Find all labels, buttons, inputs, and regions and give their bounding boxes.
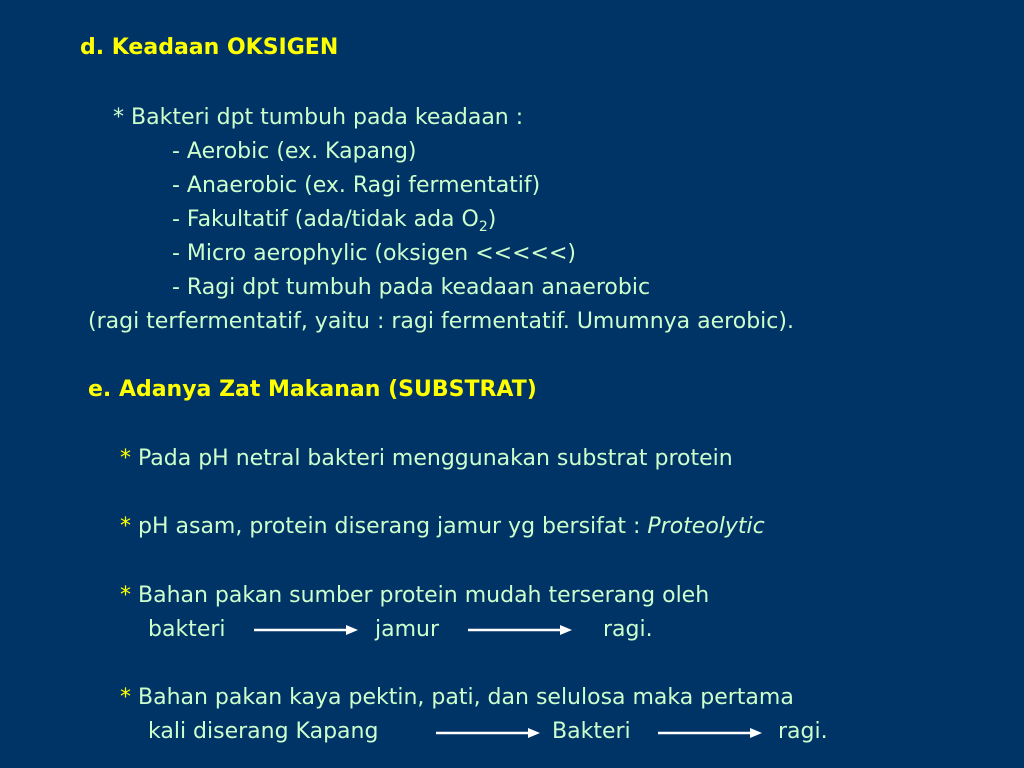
chain2-kapang: kali diserang Kapang [148, 719, 379, 744]
chain2-arrow-2 [658, 727, 762, 739]
substrate-bullet-3 [120, 582, 709, 610]
section-e-heading: e. Adanya Zat Makanan (SUBSTRAT) [88, 377, 537, 402]
bullet-star: * [120, 583, 131, 608]
substrate-bullet-4 [120, 684, 794, 712]
bullet-star: * [120, 514, 131, 539]
substrate-bullet-2 [120, 513, 765, 541]
bullet-star: * [120, 685, 131, 710]
bullet-star: * [113, 105, 124, 130]
chain2-arrow-1 [436, 727, 540, 739]
substrate-bullet-4-text: Bahan pakan kaya pektin, pati, dan selulosa maka pertama [138, 685, 794, 710]
substrate-bullet-2-text: pH asam, protein diserang jamur yg bersifat : [138, 514, 648, 539]
chain1-arrow-1 [254, 624, 358, 636]
oxygen-item-aerobic: - Aerobic (ex. Kapang) [172, 139, 417, 164]
section-d-note: (ragi terfermentatif, yaitu : ragi fermentatif. Umumnya aerobic). [88, 309, 794, 334]
oxygen-item-micro-aerophylic: - Micro aerophylic (oksigen <<<<<) [172, 241, 576, 266]
o2-close: ) [487, 207, 497, 232]
o2-subscript: 2 [478, 219, 488, 235]
substrate-bullet-1-text: Pada pH netral bakteri menggunakan substrat protein [138, 446, 733, 471]
section-d-intro: Bakteri dpt tumbuh pada keadaan : [131, 105, 524, 130]
chain1-jamur: jamur [375, 617, 440, 642]
substrate-bullet-1 [120, 445, 733, 473]
proteolytic-term: Proteolytic [647, 514, 765, 539]
chain1-ragi: ragi. [603, 617, 653, 642]
section-d-heading: d. Keadaan OKSIGEN [80, 35, 339, 60]
oxygen-item-ragi: - Ragi dpt tumbuh pada keadaan anaerobic [172, 275, 651, 300]
oxygen-item-anaerobic: - Anaerobic (ex. Ragi fermentatif) [172, 173, 541, 198]
substrate-bullet-3-text: Bahan pakan sumber protein mudah terserang oleh [138, 583, 710, 608]
fakultatif-text: - Fakultatif (ada/tidak ada O [172, 207, 479, 232]
chain1-arrow-2 [468, 624, 572, 636]
chain2-ragi: ragi. [778, 719, 828, 744]
bullet-star: * [120, 446, 131, 471]
section-d-intro-line [113, 104, 523, 132]
chain2-bakteri: Bakteri [552, 719, 631, 744]
oxygen-item-fakultatif [172, 206, 496, 234]
chain1-bakteri: bakteri [148, 617, 226, 642]
